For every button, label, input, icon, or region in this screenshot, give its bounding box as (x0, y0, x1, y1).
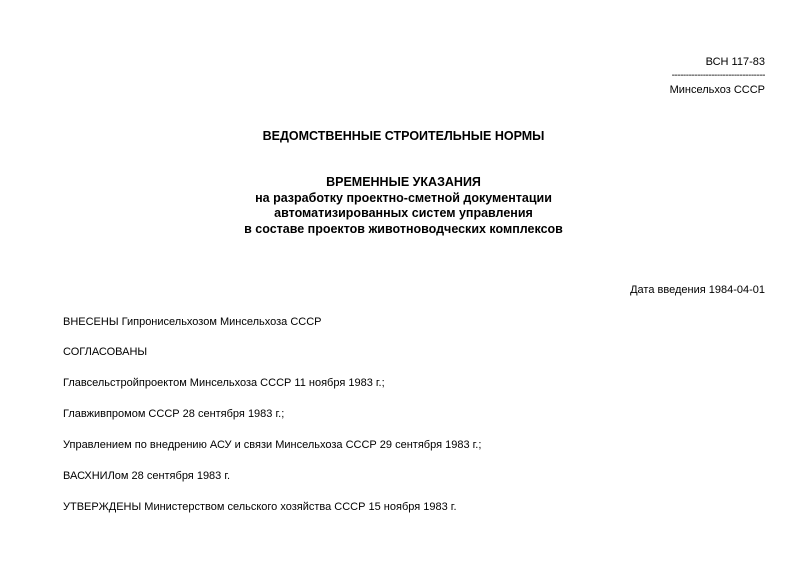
title-line-2: на разработку проектно-сметной документации (255, 190, 552, 205)
title-line-4: в составе проектов животноводческих комплексов (244, 221, 563, 236)
agreed-heading: СОГЛАСОВАНЫ (63, 346, 148, 358)
issuing-ministry: Минсельхоз СССР (669, 84, 765, 96)
introduced-by-paragraph: ВНЕСЕНЫ Гипронисельхозом Минсельхоза СССР (63, 316, 322, 328)
agreed-item-1: Главсельстройпроектом Минсельхоза СССР 11 ноября 1983 г.; (63, 377, 385, 389)
document-code-block (670, 55, 765, 97)
document-title-block (0, 175, 807, 237)
document-code: ВСН 117-83 (705, 56, 765, 68)
title-line-3: автоматизированных систем управления (274, 206, 533, 220)
code-separator: --------------------------------- (671, 70, 765, 81)
effective-date: Дата введения 1984-04-01 (630, 284, 765, 296)
approved-paragraph: УТВЕРЖДЕНЫ Министерством сельского хозяйства СССР 15 ноября 1983 г. (63, 501, 457, 513)
agreed-item-3: Управлением по внедрению АСУ и связи Минсельхоза СССР 29 сентября 1983 г.; (63, 439, 482, 451)
agreed-item-2: Главживпромом СССР 28 сентября 1983 г.; (63, 408, 285, 420)
document-type-title: ВЕДОМСТВЕННЫЕ СТРОИТЕЛЬНЫЕ НОРМЫ (262, 129, 545, 143)
title-line-1: ВРЕМЕННЫЕ УКАЗАНИЯ (326, 175, 481, 189)
agreed-item-4: ВАСХНИЛом 28 сентября 1983 г. (63, 470, 231, 482)
